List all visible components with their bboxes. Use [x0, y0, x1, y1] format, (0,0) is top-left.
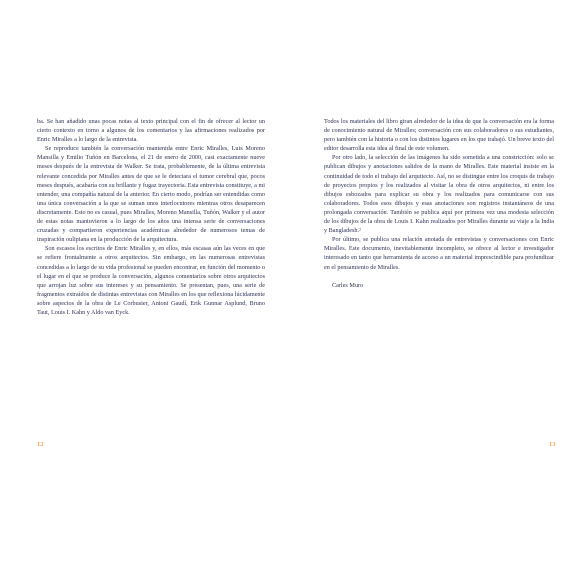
paragraph: Todos los materiales del libro giran alrededor de la idea de que la conversación era la forma de conocimiento natural de Miralles; conversación con sus colaboradores o sus estudiantes, pero también con la historia o con los distintos lugares en los que trabajó. Un breve texto del editor desarrolla esta idea al final de este volumen.	[324, 118, 554, 153]
left-text-column	[37, 117, 265, 317]
paragraph: ba. Se han añadido unas pocas notas al texto principal con el fin de ofrecer al lector un cierto contexto en torno a algunos de los comentarios y las afirmaciones realizados por Enric Miralles a lo largo de la entrevista.	[37, 118, 265, 144]
paragraph: Por otro lado, la selección de las imágenes ha sido sometida a una constricción: solo se publican dibujos y anotaciones salidos de la mano de Miralles. Este material insiste en la continuidad de todo el trabajo del arquitecto. Así, no se distingue entre los croquis de trabajo de proyectos propios y los realizados al visitar la obra de otros arquitectos, ni entre los dibujos esbozados para explicar su obra y los realizados para comunicarse con sus colaboradores. Todos esos dibujos y esas anotaciones son registros instantáneos de una prolongada conversación. También se publica aquí por primera vez una modesta selección de los dibujos de la obra de Louis I. Kahn realizados por Miralles durante su viaje a la India y Bangladesh.²	[324, 154, 554, 235]
paragraph: Por último, se publica una relación anotada de entrevistas y conversaciones con Enric Miralles. Este documento, inevitablemente incompleto, se ofrece al lector e investigador interesado en tanto que herramienta de acceso a un material imprescindible para profundizar en el pensamiento de Miralles.	[324, 236, 554, 271]
paragraph: Son escasos los escritos de Enric Miralles y, en ellos, más escasas aún las veces en que se refiere frontalmente a otros arquitectos. Sin embargo, en las numerosas entrevistas concedidas a lo largo de su vida profesional se pueden encontrar, en función del momento o el lugar en el que se produce la conversación, algunos comentarios sobre otros arquitectos que arrojan luz sobre sus intereses y su pensamiento. Se presentan, pues, una serie de fragmentos extraídos de distintas entrevistas con Miralles en los que reflexiona lúcidamente sobre aspectos de la obra de Le Corbusier, Antoni Gaudí, Erik Gunnar Asplund, Bruno Taut, Louis I. Kahn y Aldo van Eyck.	[37, 245, 265, 316]
page-number: 13	[549, 441, 556, 448]
right-page	[285, 0, 570, 570]
right-text-column	[324, 117, 554, 290]
paragraph: Se reproduce también la conversación mantenida entre Enric Miralles, Luis Moreno Mansilla y Emilio Tuñón en Barcelona, el 21 de enero de 2000, casi exactamente nueve meses después de la entrevista de Walker. Se trata, probablemente, de la última entrevista relevante concedida por Miralles antes de que se le detectara el tumor cerebral que, pocos meses después, acabaría con su brillante y fugaz trayectoria. Esta entrevista constituye, a mi entender, una compañía natural de la anterior. En cierto modo, podrían ser entendidas como una única conversación a la que se suman unos interlocutores mientras otros desaparecen discretamente. Esto no es casual, pues Miralles, Moreno Mansilla, Tuñón, Walker y el autor de estas notas mantuvieron a lo largo de los años una intensa serie de conversaciones cruzadas y compartieron experiencias académicas alrededor de numerosos temas de inspiración oulipiana en la producción de la arquitectura.	[37, 145, 265, 244]
author-signature: Carles Muro	[332, 281, 364, 289]
page-number: 12	[37, 441, 44, 448]
